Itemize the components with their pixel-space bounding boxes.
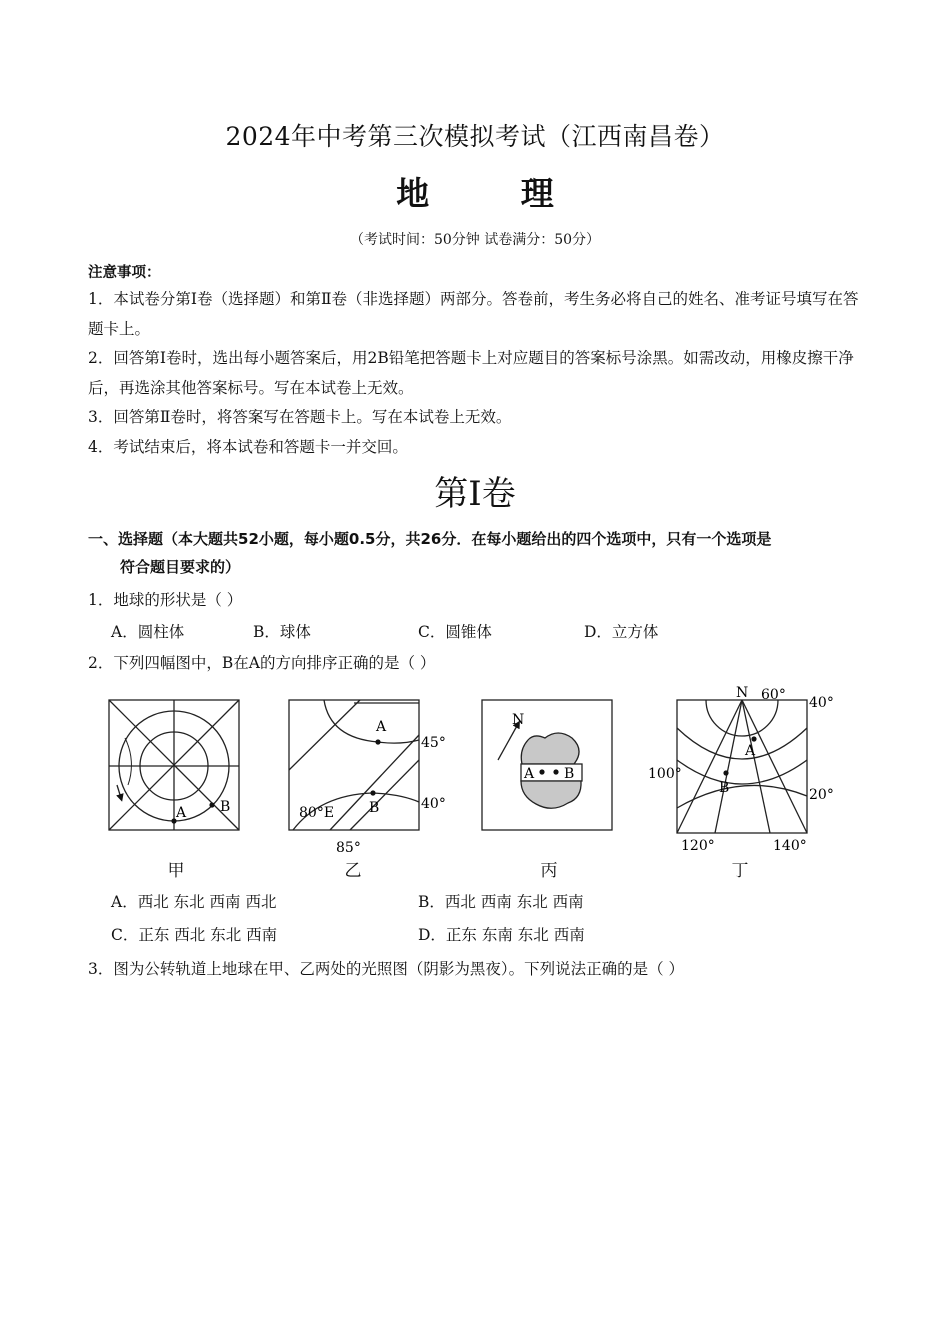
q2-option-b[interactable]: B．西北 西南 东北 西南 bbox=[418, 893, 584, 911]
ding-label-120: 120° bbox=[681, 838, 715, 854]
jia-point-b-dot bbox=[209, 802, 214, 807]
note-item-3: 3．回答第Ⅱ卷时，将答案写在答题卡上。写在本试卷上无效。 bbox=[88, 408, 512, 426]
q2-option-c[interactable]: C．正东 西北 东北 西南 bbox=[111, 926, 278, 944]
bing-point-b-dot bbox=[553, 769, 558, 774]
yi-label-b: B bbox=[369, 800, 380, 816]
ding-label-100: 100° bbox=[648, 766, 682, 782]
bing-north-label: N bbox=[512, 712, 525, 728]
note-item-1: 1．本试卷分第Ⅰ卷（选择题）和第Ⅱ卷（非选择题）两部分。答卷前，考生务必将自己的姓名、准考证号填写在答题卡上。 bbox=[88, 290, 859, 338]
q2-option-d[interactable]: D．正东 东南 东北 西南 bbox=[418, 926, 585, 944]
exam-time-info: （考试时间：50分钟 试卷满分：50分） bbox=[349, 232, 601, 248]
rotation-arrow-icon bbox=[117, 785, 121, 798]
north-arrow-icon bbox=[498, 724, 518, 760]
question-1-stem: 1．地球的形状是（ ） bbox=[88, 591, 243, 609]
figure-ding bbox=[677, 700, 807, 833]
jia-label-b: B bbox=[220, 799, 231, 815]
yi-lat-40: 40° bbox=[421, 796, 446, 812]
yi-label-a: A bbox=[376, 719, 387, 735]
ding-label-140: 140° bbox=[773, 838, 807, 854]
section-heading-line2: 符合题目要求的） bbox=[120, 558, 241, 576]
figure-bing bbox=[482, 700, 612, 830]
bing-label-b: B bbox=[564, 766, 575, 782]
q1-option-b[interactable]: B．球体 bbox=[253, 623, 311, 641]
ding-label-40: 40° bbox=[809, 695, 834, 711]
yi-point-a-dot bbox=[375, 739, 380, 744]
notes-heading: 注意事项： bbox=[88, 265, 161, 281]
ding-label-20: 20° bbox=[809, 787, 834, 803]
ding-label-b: B bbox=[719, 780, 730, 796]
q1-option-c[interactable]: C．圆锥体 bbox=[418, 623, 492, 641]
rotation-arrow-path bbox=[125, 738, 131, 785]
bing-point-a-dot bbox=[539, 769, 544, 774]
yi-lon-85: 85° bbox=[336, 840, 361, 856]
ding-point-b-dot bbox=[723, 770, 728, 775]
caption-bing: 丙 bbox=[540, 861, 558, 881]
q2-option-a[interactable]: A．西北 东北 西南 西北 bbox=[111, 893, 277, 911]
yi-lon-80: 80°E bbox=[299, 805, 335, 821]
q2-figures bbox=[0, 680, 950, 880]
note-item-4: 4．考试结束后，将本试卷和答题卡一并交回。 bbox=[88, 438, 408, 456]
subject-title: 地 理 bbox=[396, 174, 594, 213]
part-one-title: 第Ⅰ卷 bbox=[434, 474, 516, 514]
q1-option-d[interactable]: D．立方体 bbox=[584, 623, 659, 641]
yi-point-b-dot bbox=[370, 790, 375, 795]
ding-label-a: A bbox=[745, 743, 756, 759]
caption-ding: 丁 bbox=[731, 861, 749, 881]
ding-north-label: N bbox=[736, 685, 749, 701]
note-item-2: 2．回答第Ⅰ卷时，选出每小题答案后，用2B铅笔把答题卡上对应题目的答案标号涂黑。如需改动，用橡皮擦干净后，再选涂其他答案标号。写在本试卷上无效。 bbox=[88, 349, 854, 397]
section-heading-line1: 一、选择题（本大题共52小题，每小题0.5分，共26分．在每小题给出的四个选项中，只有一个选项是 bbox=[88, 530, 772, 548]
question-3-stem: 3．图为公转轨道上地球在甲、乙两处的光照图（阴影为黑夜）。下列说法正确的是（ ） bbox=[88, 960, 685, 978]
section-heading bbox=[88, 525, 873, 581]
caption-yi: 乙 bbox=[344, 861, 362, 881]
question-2-stem: 2．下列四幅图中，B在A的方向排序正确的是（ ） bbox=[88, 654, 436, 672]
yi-lat-45: 45° bbox=[421, 735, 446, 751]
jia-label-a: A bbox=[176, 805, 187, 821]
ding-label-60: 60° bbox=[761, 687, 786, 703]
ding-point-a-dot bbox=[751, 736, 756, 741]
caption-jia: 甲 bbox=[167, 861, 185, 881]
bing-label-a: A bbox=[524, 766, 535, 782]
exam-title: 2024年中考第三次模拟考试（江西南昌卷） bbox=[225, 122, 725, 151]
q1-option-a[interactable]: A．圆柱体 bbox=[111, 623, 185, 641]
